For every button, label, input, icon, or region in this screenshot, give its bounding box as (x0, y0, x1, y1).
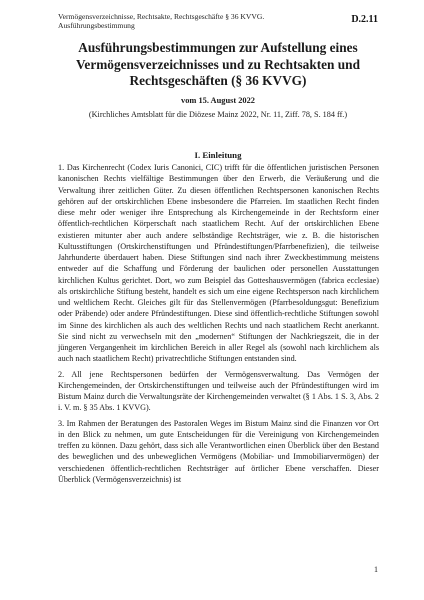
paragraph: 1. Das Kirchenrecht (Codex Iuris Canonici, CIC) trifft für die öffentlichen juristischen Personen kanonischen Rechts vielfältige Bestimmungen über den Erwerb, die Veräußerung und die Verwaltung ihrer zeitlichen Güter. Zu diesen öffentlichen Rechtspersonen kanonischen Rechts gehören auf der ortskirchlichen Ebene insbesondere die Pfarreien. Im staatlichen Recht finden diese mehr oder weniger ihre Entsprechung als Kirchengemeinde in der Rechtsform einer öffentlich-rechtlichen Körperschaft nach staatlichem Recht. Auf der ortskirchlichen Ebene existieren mitunter aber auch andere selbständige Rechtsträger, wie z. B. die historischen Kultusstiftungen (Ortskirchenstiftungen und Pfründestiftungen/Pfarrbenefizien), die teilweise Jahrhunderte überdauert haben. Diese Stiftungen sind nach ihrer Zweckbestimmung meistens entweder auf die Schaffung und Förderung der baulichen oder personellen Ausstattungen kirchlichen Kultus gerichtet. Dort, wo zum Beispiel das Gotteshausvermögen (fabrica ecclesiae) als ortskirchliche Stiftung besteht, handelt es sich um eine eigene Rechtsperson nach kirchlichem und weltlichem Recht. Gleiches gilt für das Stellenvermögen (Pfarrbesoldungsgut: Benefizium oder Präbende) oder andere Pfründestiftungen. Diese sind öffentlich-rechtliche Stiftungen sowohl im Sinne des kirchlichen als auch des weltlichen Rechts und nach staatlichem Recht anerkannt. Sie sind nicht zu verwechseln mit den „modernen“ Stiftungen der Nachkriegszeit, die in der jüngeren Vergangenheit im kirchlichen Bereich in aller Regel als (sowohl nach kirchlichem als auch nach staatlichem Recht) privatrechtliche Stiftungen entstanden sind. (58, 163, 379, 364)
paragraph: 3. Im Rahmen der Beratungen des Pastoralen Weges im Bistum Mainz sind die Finanzen vor Ort in den Blick zu nehmen, um gute Entscheidungen für die Vereinigung von Kirchengemeinden treffen zu können. Dazu gehört, dass sich alle Verantwortlichen einen Überblick über den Bestand des beweglichen und des unbeweglichen Vermögens (Mobiliar- und Immobiliarvermögen) der verschiedenen öffentlich-rechtlichen Rechtsträger auf örtlicher Ebene verschaffen. Dieser Überblick (Vermögensverzeichnis) ist (58, 418, 379, 484)
running-header-line-2: Ausführungsbestimmung (58, 21, 135, 31)
title-line-2: Vermögensverzeichnisses und zu Rechtsakten und (76, 56, 360, 72)
section-heading: I. Einleitung (194, 150, 242, 160)
document-code: D.2.11 (351, 14, 378, 25)
running-header (58, 12, 338, 30)
document-source: (Kirchliches Amtsblatt für die Diözese Mainz 2022, Nr. 11, Ziff. 78, S. 184 ff.) (88, 110, 348, 119)
paragraph: 2. All jene Rechtspersonen bedürfen der Vermögensverwaltung. Das Vermögen der Kirchengemeinden, der Ortskirchenstiftungen und teilweise auch der Pfründestiftungen wird im Bistum Mainz durch die Verwaltungsräte der Kirchengemeinden verwaltet (§ 1 Abs. 1 S. 3, Abs. 2 i. V. m. § 35 Abs. 1 KVVG). (58, 369, 379, 413)
title-line-1: Ausführungsbestimmungen zur Aufstellung eines (78, 40, 358, 55)
document-title (58, 40, 378, 90)
page-number: 1 (374, 565, 378, 574)
section-body (58, 162, 379, 489)
running-header-line-1: Vermögensverzeichnisse, Rechtsakte, Rechtsgeschäfte § 36 KVVG. (58, 12, 265, 21)
title-line-3: Rechtsgeschäften (§ 36 KVVG) (129, 73, 307, 89)
document-date: vom 15. August 2022 (181, 96, 255, 105)
